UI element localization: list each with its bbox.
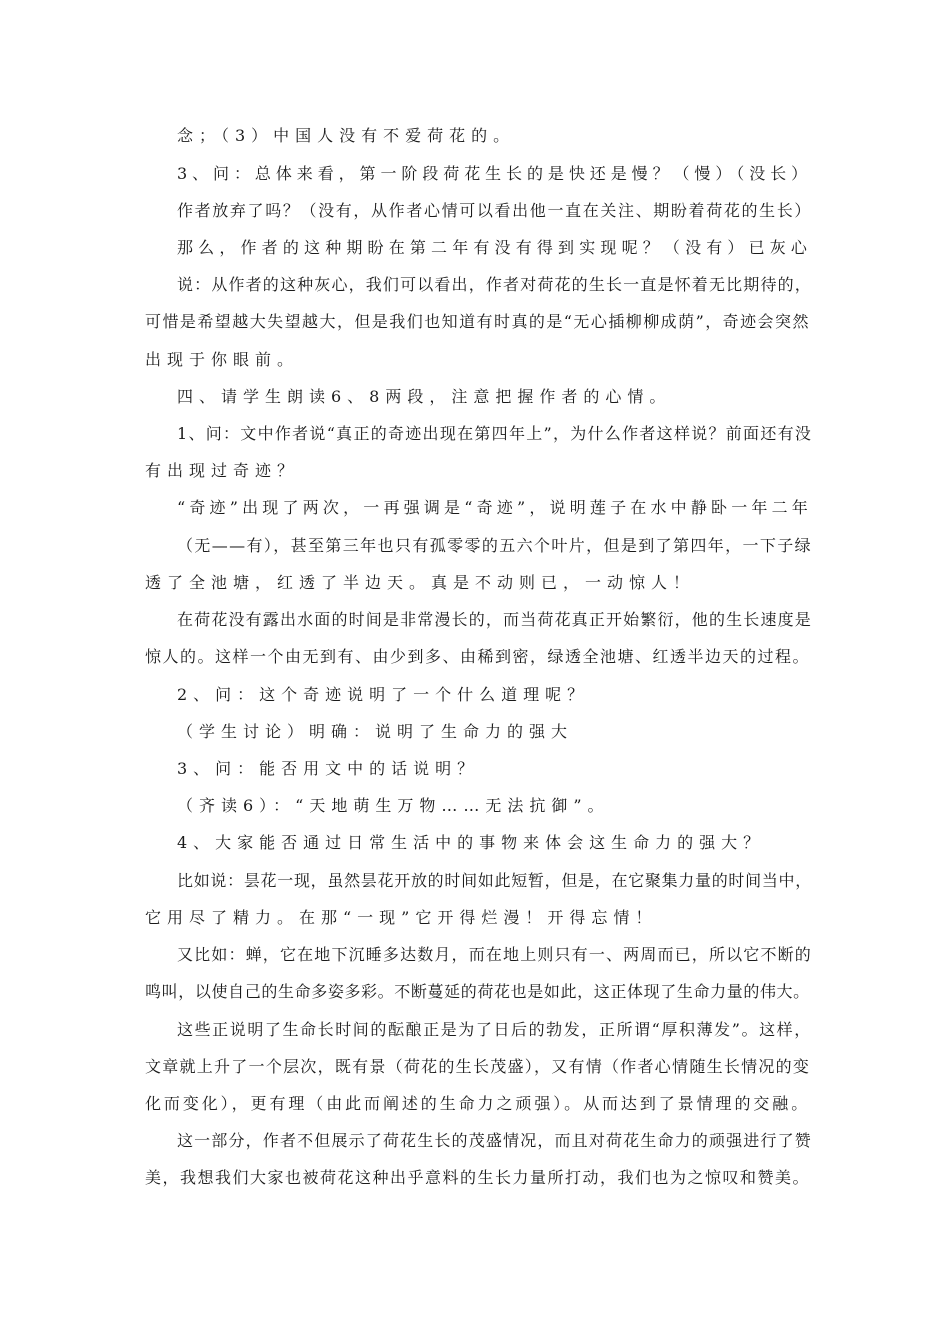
text-line: 鸣叫，以使自己的生命多姿多彩。不断蔓延的荷花也是如此，这正体现了生命力量的伟大。	[145, 982, 810, 1001]
text-line: 透了全池塘，红透了半边天。真是不动则已，一动惊人！	[145, 573, 696, 592]
text-line: 3、问：总体来看，第一阶段荷花生长的是快还是慢？（慢）（没长）	[177, 164, 813, 183]
text-line: 出现于你眼前。	[145, 350, 300, 369]
text-line: 可惜是希望越大失望越大，但是我们也知道有时真的是“无心插柳柳成荫”，奇迹会突然	[145, 312, 810, 331]
text-line: （无——有），甚至第三年也只有孤零零的五六个叶片，但是到了第四年，一下子绿	[177, 536, 813, 555]
text-line: （学生讨论）明确：说明了生命力的强大	[177, 722, 574, 741]
text-line: 美，我想我们大家也被荷花这种出乎意料的生长力量所打动，我们也为之惊叹和赞美。	[145, 1168, 811, 1187]
text-line: 1、问：文中作者说“真正的奇迹出现在第四年上”，为什么作者这样说？前面还有没	[177, 424, 813, 443]
text-line: 化而变化），更有理（由此而阐述的生命力之顽强）。从而达到了景情理的交融。	[145, 1094, 811, 1113]
text-line: 比如说：昙花一现，虽然昙花开放的时间如此短暂，但是，在它聚集力量的时间当中，	[177, 871, 812, 890]
text-line: 那么，作者的这种期盼在第二年有没有得到实现呢？（没有）已灰心	[177, 238, 813, 257]
text-line: （齐读6）：“天地萌生万物……无法抗御”。	[177, 796, 610, 815]
text-line: 四、请学生朗读6、8两段，注意把握作者的心情。	[177, 387, 672, 406]
text-line: 惊人的。这样一个由无到有、由少到多、由稀到密，绿透全池塘、红透半边天的过程。	[145, 647, 811, 666]
text-line: 2、问：这个奇迹说明了一个什么道理呢？	[177, 685, 590, 704]
text-line: 在荷花没有露出水面的时间是非常漫长的，而当荷花真正开始繁衍，他的生长速度是	[177, 610, 812, 629]
text-line: 这些正说明了生命长时间的酝酿正是为了日后的勃发，正所谓“厚积薄发”。这样，	[177, 1020, 812, 1039]
text-line: 念；（3）中国人没有不爱荷花的。	[177, 126, 516, 145]
text-line: 有出现过奇迹？	[145, 461, 300, 480]
text-line: 又比如：蝉，它在地下沉睡多达数月，而在地上则只有一、两周而已，所以它不断的	[177, 945, 812, 964]
text-line: 它用尽了精力。在那“一现”它开得烂漫！开得忘情！	[145, 908, 658, 927]
text-line: 文章就上升了一个层次，既有景（荷花的生长茂盛），又有情（作者心情随生长情况的变	[145, 1057, 811, 1076]
text-line: 作者放弃了吗？（没有，从作者心情可以看出他一直在关注、期盼着荷花的生长）	[177, 201, 813, 220]
text-line: 4、大家能否通过日常生活中的事物来体会这生命力的强大？	[177, 833, 766, 852]
text-line: 说：从作者的这种灰心，我们可以看出，作者对荷花的生长一直是怀着无比期待的，	[177, 275, 812, 294]
text-line: “奇迹”出现了两次，一再强调是“奇迹”，说明莲子在水中静卧一年二年	[177, 498, 812, 517]
text-line: 这一部分，作者不但展示了荷花生长的茂盛情况，而且对荷花生命力的顽强进行了赞	[177, 1131, 812, 1150]
text-line: 3、问：能否用文中的话说明？	[177, 759, 480, 778]
